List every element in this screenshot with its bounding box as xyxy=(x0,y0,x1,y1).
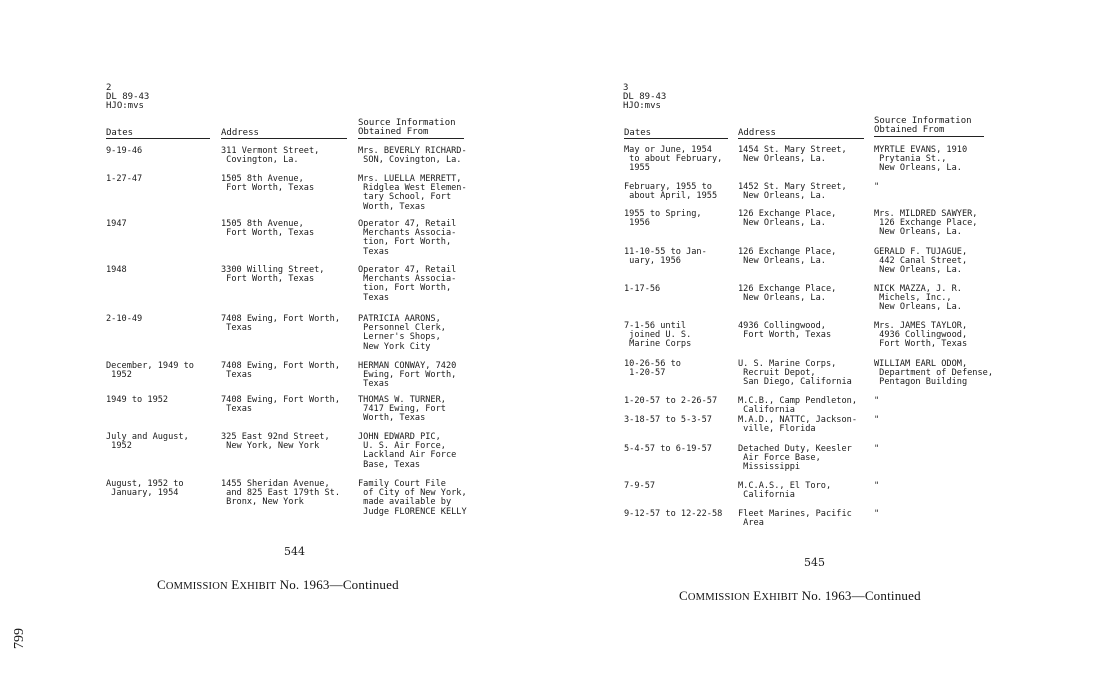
date-cell: 1-17-56 xyxy=(624,284,661,294)
address-cell: Detached Duty, Keesler Air Force Base, Mississippi xyxy=(738,444,852,473)
address-cell: 4936 Collingwood, Fort Worth, Texas xyxy=(738,321,832,341)
address-column-header: Address xyxy=(738,128,776,138)
address-cell: M.C.B., Camp Pendleton, California xyxy=(738,396,857,416)
volume-page-number: 799 xyxy=(12,628,27,649)
source-cell: Mrs. BEVERLY RICHARD- SON, Covington, La. xyxy=(358,146,467,166)
right-document-page xyxy=(547,0,1094,691)
address-cell: 7408 Ewing, Fort Worth, Texas xyxy=(221,314,340,334)
address-header-rule xyxy=(738,138,864,139)
source-cell: Operator 47, Retail Merchants Associa- tion, Fort Worth, Texas xyxy=(358,219,457,257)
source-header-rule xyxy=(874,136,984,137)
date-cell: 10-26-56 to 1-20-57 xyxy=(624,359,681,379)
dates-column-header: Dates xyxy=(106,128,134,138)
address-cell: M.C.A.S., El Toro, California xyxy=(738,481,832,501)
date-cell: 9-19-46 xyxy=(106,146,143,156)
source-cell: " xyxy=(874,396,880,406)
exhibit-caption: COMMISSION EXHIBIT No. 1963—Continued xyxy=(157,577,399,592)
source-cell: Mrs. MILDRED SAWYER, 126 Exchange Place, New Orleans, La. xyxy=(874,209,978,238)
address-cell: U. S. Marine Corps, Recruit Depot, San Diego, California xyxy=(738,359,852,388)
source-cell: HERMAN CONWAY, 7420 Ewing, Fort Worth, Texas xyxy=(358,361,457,390)
address-cell: 126 Exchange Place, New Orleans, La. xyxy=(738,284,837,304)
address-cell: M.A.D., NATTC, Jackson- ville, Florida xyxy=(738,415,857,435)
address-cell: 126 Exchange Place, New Orleans, La. xyxy=(738,209,837,229)
date-cell: 7-9-57 xyxy=(624,481,656,491)
address-cell: 311 Vermont Street, Covington, La. xyxy=(221,146,320,166)
page-number: 545 xyxy=(804,556,825,569)
date-cell: 5-4-57 to 6-19-57 xyxy=(624,444,712,454)
date-cell: August, 1952 to January, 1954 xyxy=(106,479,184,499)
source-cell: " xyxy=(874,182,880,192)
page-number: 544 xyxy=(284,545,305,558)
date-cell: 3-18-57 to 5-3-57 xyxy=(624,415,712,425)
source-cell: NICK MAZZA, J. R. Michels, Inc., New Orleans, La. xyxy=(874,284,962,313)
date-cell: December, 1949 to 1952 xyxy=(106,361,194,381)
date-cell: 11-10-55 to Jan- uary, 1956 xyxy=(624,247,707,267)
date-cell: 1947 xyxy=(106,219,127,229)
source-column-header: Source Information Obtained From xyxy=(358,118,456,137)
source-cell: " xyxy=(874,444,880,454)
date-cell: 1949 to 1952 xyxy=(106,395,169,405)
file-reference-header: 2 DL 89-43 HJO:mvs xyxy=(106,83,150,111)
source-header-rule xyxy=(358,138,464,139)
source-cell: Mrs. LUELLA MERRETT, Ridglea West Elemen- tary School, Fort Worth, Texas xyxy=(358,174,467,212)
dates-header-rule xyxy=(106,138,210,139)
source-cell: GERALD F. TUJAGUE, 442 Canal Street, New Orleans, La. xyxy=(874,247,968,276)
source-cell: Mrs. JAMES TAYLOR, 4936 Collingwood, Fort Worth, Texas xyxy=(874,321,968,350)
source-column-header: Source Information Obtained From xyxy=(874,116,972,135)
exhibit-caption: COMMISSION EXHIBIT No. 1963—Continued xyxy=(679,588,921,603)
source-cell: MYRTLE EVANS, 1910 Prytania St., New Orleans, La. xyxy=(874,145,968,174)
date-cell: February, 1955 to about April, 1955 xyxy=(624,182,718,202)
source-cell: Operator 47, Retail Merchants Associa- tion, Fort Worth, Texas xyxy=(358,265,457,303)
dates-column-header: Dates xyxy=(624,128,652,138)
file-reference-header: 3 DL 89-43 HJO:mvs xyxy=(623,83,667,111)
address-cell: Fleet Marines, Pacific Area xyxy=(738,509,852,529)
address-cell: 3300 Willing Street, Fort Worth, Texas xyxy=(221,265,325,285)
dates-header-rule xyxy=(624,138,728,139)
date-cell: July and August, 1952 xyxy=(106,432,189,452)
date-cell: 9-12-57 to 12-22-58 xyxy=(624,509,723,519)
address-column-header: Address xyxy=(221,128,259,138)
address-cell: 1455 Sheridan Avenue, and 825 East 179th St. Bronx, New York xyxy=(221,479,340,508)
date-cell: 1-20-57 to 2-26-57 xyxy=(624,396,718,406)
source-cell: " xyxy=(874,509,880,519)
source-cell: " xyxy=(874,481,880,491)
source-cell: JOHN EDWARD PIC, U. S. Air Force, Lackland Air Force Base, Texas xyxy=(358,432,457,470)
address-cell: 7408 Ewing, Fort Worth, Texas xyxy=(221,395,340,415)
source-cell: THOMAS W. TURNER, 7417 Ewing, Fort Worth, Texas xyxy=(358,395,446,424)
address-cell: 126 Exchange Place, New Orleans, La. xyxy=(738,247,837,267)
date-cell: 2-10-49 xyxy=(106,314,143,324)
date-cell: 1-27-47 xyxy=(106,174,143,184)
source-cell: " xyxy=(874,415,880,425)
source-cell: WILLIAM EARL ODOM, Department of Defense, Pentagon Building xyxy=(874,359,993,388)
address-cell: 1454 St. Mary Street, New Orleans, La. xyxy=(738,145,847,165)
address-cell: 7408 Ewing, Fort Worth, Texas xyxy=(221,361,340,381)
address-cell: 1452 St. Mary Street, New Orleans, La. xyxy=(738,182,847,202)
address-cell: 1505 8th Avenue, Fort Worth, Texas xyxy=(221,219,315,239)
address-cell: 325 East 92nd Street, New York, New York xyxy=(221,432,330,452)
address-header-rule xyxy=(221,138,347,139)
address-cell: 1505 8th Avenue, Fort Worth, Texas xyxy=(221,174,315,194)
source-cell: PATRICIA AARONS, Personnel Clerk, Lerner's Shops, New York City xyxy=(358,314,446,352)
date-cell: May or June, 1954 to about February, 1955 xyxy=(624,145,723,174)
date-cell: 7-1-56 until joined U. S. Marine Corps xyxy=(624,321,692,350)
date-cell: 1948 xyxy=(106,265,127,275)
date-cell: 1955 to Spring, 1956 xyxy=(624,209,702,229)
source-cell: Family Court File of City of New York, made available by Judge FLORENCE KELLY xyxy=(358,479,467,517)
